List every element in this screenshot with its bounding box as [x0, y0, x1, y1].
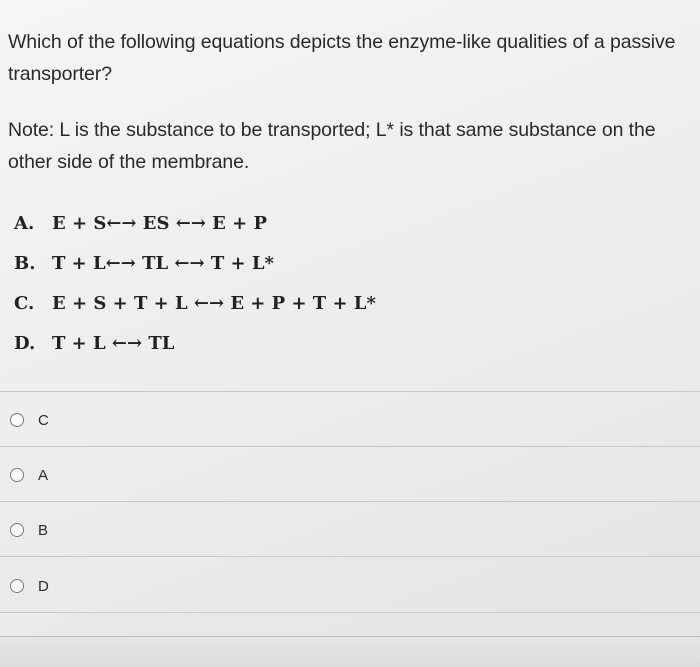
equation-text: T + L←→ TL ←→ T + L* [52, 252, 274, 274]
option-label: D [38, 577, 49, 595]
divider [0, 501, 700, 502]
divider [0, 391, 700, 392]
equation-b [14, 243, 376, 283]
divider [0, 446, 700, 447]
question-note: Note: L is the substance to be transported; L* is that same substance on the other side of the membrane. [8, 119, 656, 173]
option-label: C [38, 411, 49, 429]
divider [0, 556, 700, 557]
option-label: A [38, 466, 49, 484]
equation-letter: A. [14, 212, 35, 234]
equation-letter: D. [14, 332, 36, 354]
equation-list [14, 203, 376, 363]
equation-text: E + S + T + L ←→ E + P + T + L* [52, 292, 376, 314]
equation-letter: B. [14, 252, 36, 274]
radio-button[interactable] [10, 523, 24, 537]
equation-text: E + S←→ ES ←→ E + P [52, 212, 268, 234]
page-bottom-edge [0, 636, 700, 667]
answer-option-c[interactable] [10, 408, 49, 432]
equation-a [14, 203, 376, 243]
divider [0, 612, 700, 613]
answer-option-a[interactable] [10, 463, 48, 487]
option-label: B [38, 521, 49, 539]
equation-letter: C. [14, 292, 35, 314]
radio-button[interactable] [10, 468, 24, 482]
equation-c [14, 283, 376, 323]
question-text: Which of the following equations depicts the enzyme-like qualities of a passive transporter? [8, 31, 676, 85]
equation-text: T + L ←→ TL [52, 332, 175, 354]
equation-d [14, 323, 376, 363]
radio-button[interactable] [10, 413, 24, 427]
radio-button[interactable] [10, 579, 24, 593]
answer-option-b[interactable] [10, 518, 48, 542]
answer-option-d[interactable] [10, 574, 49, 598]
